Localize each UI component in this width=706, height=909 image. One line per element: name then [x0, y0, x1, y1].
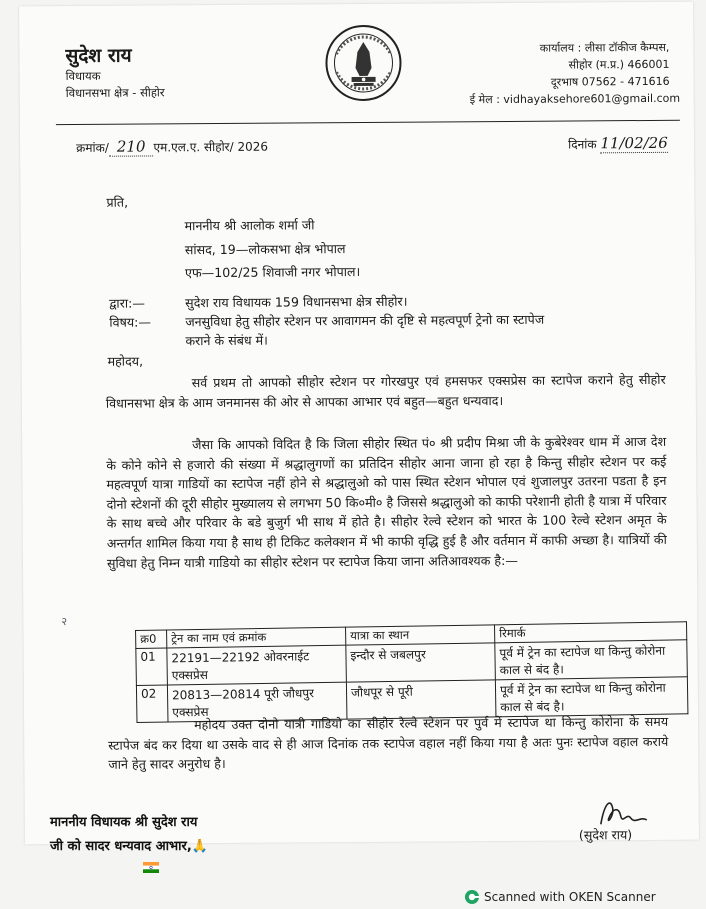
table-cell: पूर्व में ट्रेन का स्टापेज था किन्तु कोरोना काल से बंद है। [495, 640, 688, 680]
addressee-to: प्रति, [106, 194, 129, 210]
subject-line: जनसुविधा हेतु सीहोर स्टेशन पर आवागमन की दृष्टि से महत्वपूर्ण ट्रेनो का स्टापेज [185, 311, 545, 330]
table-cell: जौधपूर से पूरी [346, 680, 496, 719]
oken-scanner-logo-icon [464, 889, 480, 905]
table-header: रिमार्क [495, 622, 687, 643]
office-address: कार्यालय : लीसा टॉकीज कैम्पस, [539, 40, 670, 55]
letterhead-divider [56, 120, 680, 125]
table-cell: 22191—22192 ओवरनाईट एक्सप्रेस [167, 645, 347, 685]
mla-designation: विधायक [65, 68, 101, 84]
table-header: यात्रा का स्थान [346, 625, 495, 645]
addressee-line: एफ—102/25 शिवाजी नगर भोपाल। [184, 263, 361, 281]
via-label: द्वारा:— [109, 295, 145, 311]
letter-page [19, 2, 699, 845]
office-phone: दूरभाष 07562 - 471616 [550, 74, 670, 89]
table-cell: इन्दौर से जबलपुर [346, 643, 496, 682]
addressee-line: माननीय श्री आलोक शर्मा जी [184, 217, 315, 234]
reference-number: क्रमांक/ 210 एम.एल.ए. सीहोर/ 2026 [76, 137, 269, 156]
table-cell: 01 [136, 648, 168, 685]
office-email: ई मेल : vidhayaksehore601@gmail.com [469, 91, 681, 107]
scanner-watermark: Scanned with OKEN Scanner [484, 890, 656, 904]
subject-line: कराने के संबंध में। [185, 332, 268, 349]
subject-label: विषय:— [109, 314, 152, 330]
caption-line: जी को सादर धन्यवाद आभार,🙏 [50, 839, 208, 854]
salutation: महोदय, [107, 353, 144, 369]
paragraph-request: जैसा कि आपको विदित है कि जिला सीहोर स्थित पं० श्री प्रदीप मिश्रा जी के कुबेरेश्वर धाम में आज देश के कोने कोने से हजारो की संख्या में श्रद्धालुगणों का प्रतिदिन सीहोर आना जाना हो रहा है किन्तु सीहोर स्टेशन पर कई महत्वपूर्ण यात्रा गाडियों का स्टापेज नहीं होने से श्रद्धालुओ को पास स्थित स्टेशन भोपाल एवं शुजालपुर उतरना पडता है इन दोनो स्टेशनों की दूरी सीहोर मुख्यालय से लगभग 50 कि०मी० है जिससे श्रद्धालुओ को काफी परेशानी होती है यात्रा में परिवार के साथ बच्चे और परिवार के बडे बुजुर्ग भी साथ में होते है। सीहोर रेल्वे स्टेशन को भारत के 100 रेल्वे स्टेशन अमृत के अन्तर्गत शामिल किया गया है साथ ही टिकिट कलेक्शन में भी काफी वृद्धि हुई है और वर्तमान में काफी अच्छा है। यात्रियों की सुविधा हेतु निम्न यात्री गाडियो का सीहोर स्टेशन पर स्टापेज किया जाना अतिआवश्यक है:— [106, 433, 667, 571]
table-header: ट्रेन का नाम एवं क्रमांक [167, 627, 346, 648]
signature-name: (सुदेश राय) [578, 827, 633, 843]
mla-constituency: विधानसभा क्षेत्र - सीहोर [65, 85, 165, 101]
table-cell: पूर्व में ट्रेन का स्टापेज था किन्तु कोरोना काल से बंद है। [495, 677, 688, 717]
paragraph-closing: महोदय उक्त दोनो यात्री गाडियो का सीहोर रेल्वे स्टेशन पर पुर्व में स्टापेज था किन्तु कोरोना के समय स्टापेज बंद कर दिया था उसके वाद से ही आज दिनांक तक स्टापेज वहाल नहीं किया गया है अतः पुनः स्टापेज वहाल कराये जाने हेतु सादर अनुरोध है। [108, 713, 669, 772]
table-header: क्र0 [136, 630, 167, 648]
addressee-line: सांसद, 19—लोकसभा क्षेत्र भोपाल [184, 241, 346, 258]
caption-line: माननीय विधायक श्री सुदेश राय [50, 815, 198, 830]
via-text: सुदेश राय विधायक 159 विधानसभा क्षेत्र सीहोर। [185, 293, 408, 311]
table-cell: 20813—20814 पूरी जौधपुर एक्सप्रेस [167, 682, 347, 722]
paragraph-thanks: सर्व प्रथम तो आपको सीहोर स्टेशन पर गोरखपुर एवं हमसफर एक्सप्रेस का स्टापेज कराने हेतु सीहोर विधानसभा क्षेत्र के आम जनमानस की ओर से आपका आभार एवं बहुत—बहुत धन्यवाद। [105, 371, 666, 411]
mla-name: सुदेश राय [65, 44, 132, 68]
train-table [135, 621, 688, 723]
table-cell: 02 [136, 685, 168, 722]
national-emblem-seal-icon [324, 24, 403, 103]
margin-mark: २ [61, 615, 68, 629]
office-city: सीहोर (म.प्र.) 466001 [568, 57, 670, 72]
india-flag-icon [143, 862, 159, 873]
letter-date: दिनांक 11/02/26 [568, 133, 668, 153]
